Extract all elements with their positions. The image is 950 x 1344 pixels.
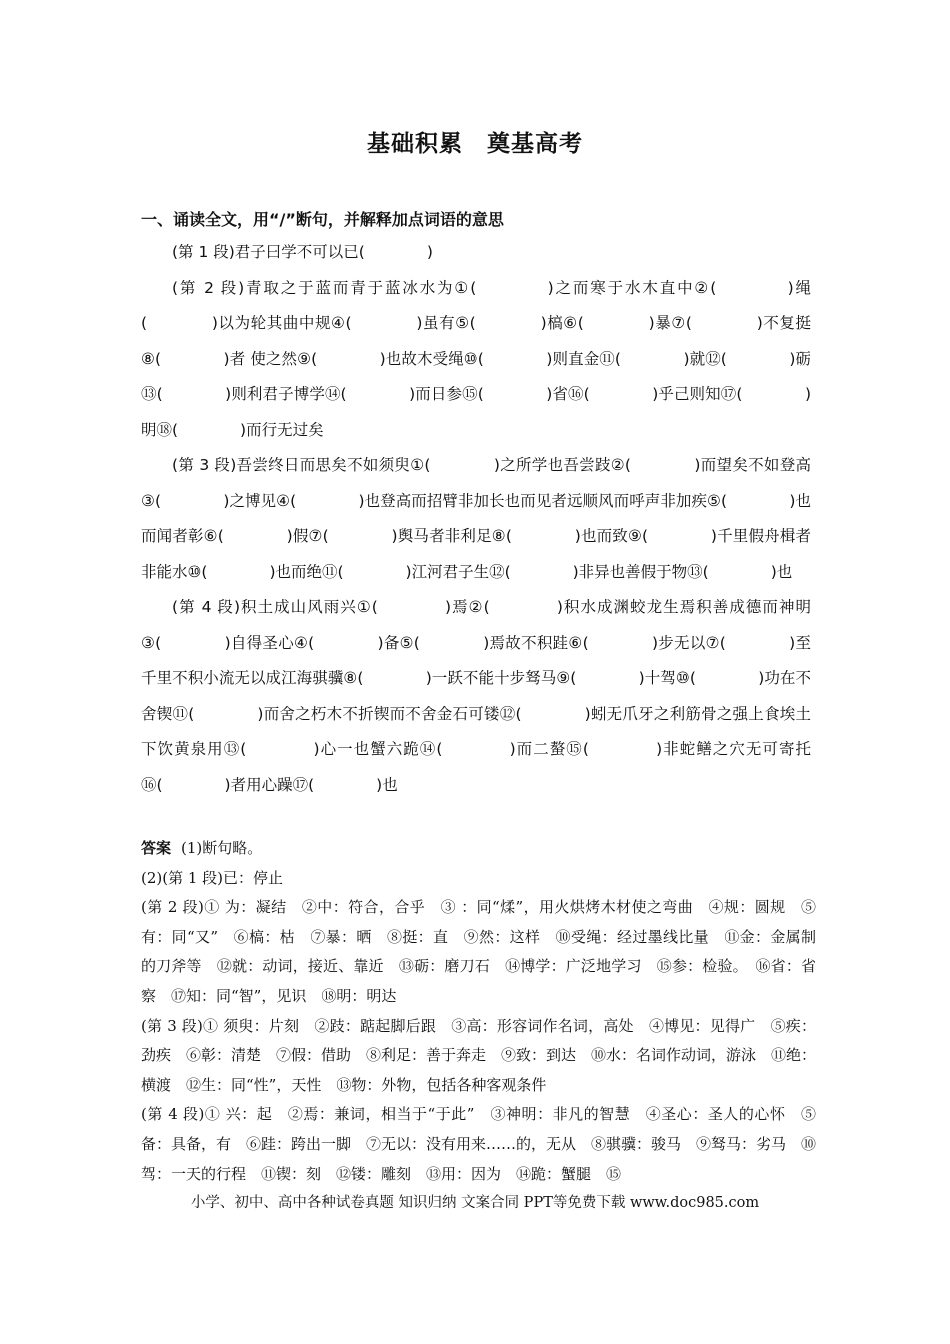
answer-line-2: (2)(第 1 段)已：停止	[141, 868, 284, 887]
answer-line-4: (第 3 段)① 须臾：片刻 ②跂：踮起脚后跟 ③高：形容词作名词，高处 ④博见：见得广 ⑤疾：劲疾 ⑥彰：清楚 ⑦假：借助 ⑧利足：善于奔走 ⑨致：到达 ⑩水：名词作动词，游泳 ⑪绝：横渡 ⑫生：同“性”，天性 ⑬物：外物，包括各种客观条件	[141, 1016, 817, 1094]
passage-paragraph-3: (第 3 段)吾尝终日而思矣不如须臾①( )之所学也吾尝跂②( )而望矣不如登高③( )之博见④( )也登高而招臂非加长也而见者远顺风而呼声非加疾⑤( )也而闻者彰⑥( )假⑦( )舆马者非利足⑧( )也而致⑨( )千里假舟楫者非能水⑩( )也而绝⑪( )江河君子生⑫( )非异也善假于物⑬( )也	[141, 456, 811, 581]
answer-text-1: (1)断句略。	[181, 839, 263, 857]
answer-label: 答案	[141, 839, 172, 857]
section-heading: 一、诵读全文，用“/”断句，并解释加点词语的意思	[141, 210, 504, 229]
passage-paragraph-2: (第 2 段)青取之于蓝而青于蓝冰水为①( )之而寒于水木直中②( )绳 ( )以为轮其曲中规④( )虽有⑤( )槁⑥( )暴⑦( )不复挺⑧( )者 使之然⑨( )也故木受绳⑩( )则直金⑪( )就⑫( )砺⑬( )则利君子博学⑭( )而日参⑮( )省⑯( )乎己则知⑰( )明⑱( )而行无过矣	[141, 278, 811, 439]
answer-line-3: (第 2 段)① 为：凝结 ②中：符合，合乎 ③ ：同“煣”，用火烘烤木材使之弯曲 ④规：圆规 ⑤有：同“又” ⑥槁：枯 ⑦暴：晒 ⑧挺：直 ⑨然：这样 ⑩受绳：经过墨线比量 ⑪金：金属制的刀斧等 ⑫就：动词，接近、靠近 ⑬砺：磨刀石 ⑭博学：广泛地学习 ⑮参：检验。 ⑯省：省察 ⑰知：同“智”，见识 ⑱明：明达	[141, 898, 816, 1005]
passage-paragraph-1: (第 1 段)君子曰学不可以已( )	[172, 243, 433, 261]
answer-line-1	[141, 834, 816, 864]
answer-block	[141, 834, 816, 1189]
passage-block	[141, 235, 811, 803]
page-title: 基础积累 奠基高考	[367, 131, 583, 157]
footer-text: 小学、初中、高中各种试卷真题 知识归纳 文案合同 PPT等免费下载 www.doc985.com	[190, 1195, 760, 1211]
passage-paragraph-4: (第 4 段)积土成山风雨兴①( )焉②( )积水成渊蛟龙生焉积善成德而神明③( )自得圣心④( )备⑤( )焉故不积跬⑥( )步无以⑦( )至千里不积小流无以成江海骐骥⑧( )一跃不能十步驽马⑨( )十驾⑩( )功在不舍锲⑪( )而舍之朽木不折锲而不舍金石可镂⑫( )蚓无爪牙之利筋骨之强上食埃土下饮黄泉用⑬( )心一也蟹六跪⑭( )而二螯⑮( )非蛇鳝之穴无可寄托⑯( )者用心躁⑰( )也	[141, 598, 811, 794]
answer-line-5: (第 4 段)① 兴：起 ②焉：兼词，相当于“于此” ③神明：非凡的智慧 ④圣心：圣人的心怀 ⑤备：具备，有 ⑥跬：跨出一脚 ⑦无以：没有用来……的，无从 ⑧骐骥：骏马 ⑨驽马：劣马 ⑩驾：一天的行程 ⑪锲：刻 ⑫镂：雕刻 ⑬用：因为 ⑭跪：蟹腿 ⑮	[141, 1105, 817, 1183]
